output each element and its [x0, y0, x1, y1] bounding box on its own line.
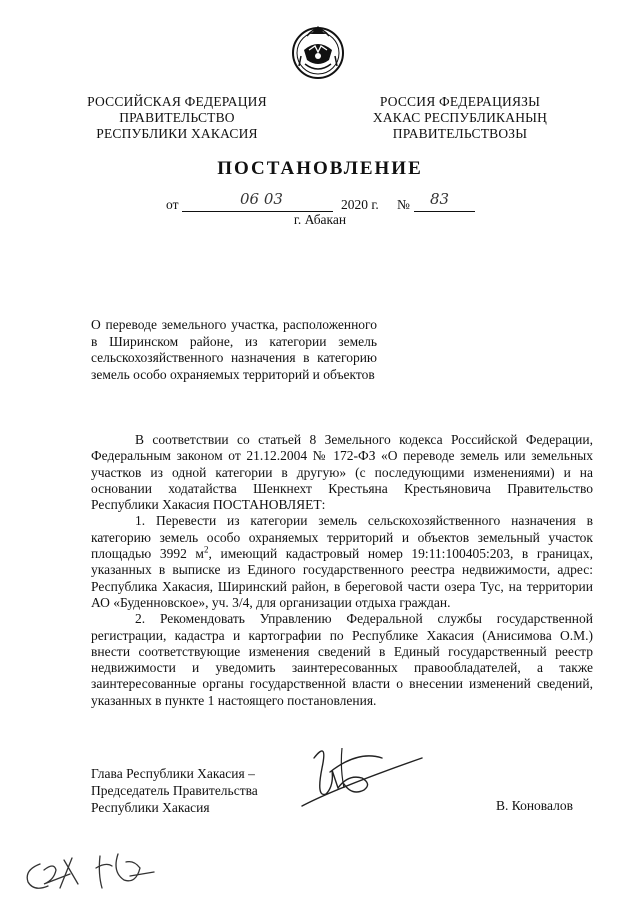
- date-year: 2020 г.: [341, 197, 379, 212]
- date-handwritten: 06 03: [240, 190, 283, 208]
- item-1-paragraph: [91, 513, 593, 611]
- header-right: [368, 94, 552, 142]
- handwritten-signature: [272, 728, 432, 828]
- signatory-position-line: Республики Хакасия: [91, 800, 210, 815]
- item-2-paragraph: 2. Рекомендовать Управлению Федеральной службы государственной регистрации, кадастра и картографии по Республике Хакасия (Анисимова О.М.) внести соответствующие изменения сведений в Единый государственный реестр недвижимости и уведомить заинтересованных правообладателей, а также заинтересованные органы государственной власти о внесении изменений сведений, указанных в пункте 1 настоящего постановления.: [91, 611, 593, 708]
- preamble-paragraph: В соответствии со статьей 8 Земельного кодекса Российской Федерации, Федеральным законом от 21.12.2004 № 172-ФЗ «О переводе земель или земельных участков из одной категории в другую» (с последующими изменениями) и на основании ходатайства Шенкнехт Крестьяна Крестьяновича Правительство Республики Хакасия ПОСТАНОВЛЯЕТ:: [91, 432, 593, 513]
- header-left-line: ПРАВИТЕЛЬСТВО: [119, 110, 235, 125]
- document-subject: О переводе земельного участка, расположенного в Ширинском районе, из категории земель сельскохозяйственного назначения в категорию земель особо охраняемых территорий и объектов: [91, 317, 377, 382]
- signatory-name: В. Коновалов: [496, 798, 573, 813]
- number-handwritten: 83: [430, 190, 450, 208]
- item-1-text-start: 1. Перевести из категории земель сельскохозяйственного назначения в категорию земель особо охраняемых территорий и объектов земельный участок площадью 3992 м: [91, 513, 593, 562]
- item-1-text-end: , имеющий кадастровый номер 19:11:100405:203, в границах, указанных в выписке из Единого государственного реестра недвижимости, адрес: Республика Хакасия, Ширинский район, в береговой части озера Тус, на территории АО «Буденновское», уч. 3/4, для организации отдыха граждан.: [91, 546, 593, 610]
- document-title: ПОСТАНОВЛЕНИЕ: [217, 158, 423, 179]
- document-body: [91, 432, 593, 709]
- superscript: 2: [203, 544, 209, 555]
- date-prefix: от: [166, 197, 179, 212]
- number-prefix: №: [397, 197, 410, 212]
- coat-of-arms-icon: [291, 20, 345, 82]
- header-left-line: РЕСПУБЛИКИ ХАКАСИЯ: [96, 126, 258, 141]
- header-right-line: ХАКАС РЕСПУБЛИКАНЫҢ: [372, 110, 548, 125]
- signatory-position: [91, 765, 258, 816]
- signatory-position-line: Глава Республики Хакасия –: [91, 766, 255, 781]
- header-right-line: РОССИЯ ФЕДЕРАЦИЯЗЫ: [379, 94, 541, 109]
- header-left: [80, 94, 274, 142]
- header-left-line: РОССИЙСКАЯ ФЕДЕРАЦИЯ: [87, 94, 267, 109]
- city: г. Абакан: [293, 212, 347, 227]
- signatory-position-line: Председатель Правительства: [91, 783, 258, 798]
- header-right-line: ПРАВИТЕЛЬСТВОЗЫ: [392, 126, 528, 141]
- handwritten-mark: [14, 840, 164, 898]
